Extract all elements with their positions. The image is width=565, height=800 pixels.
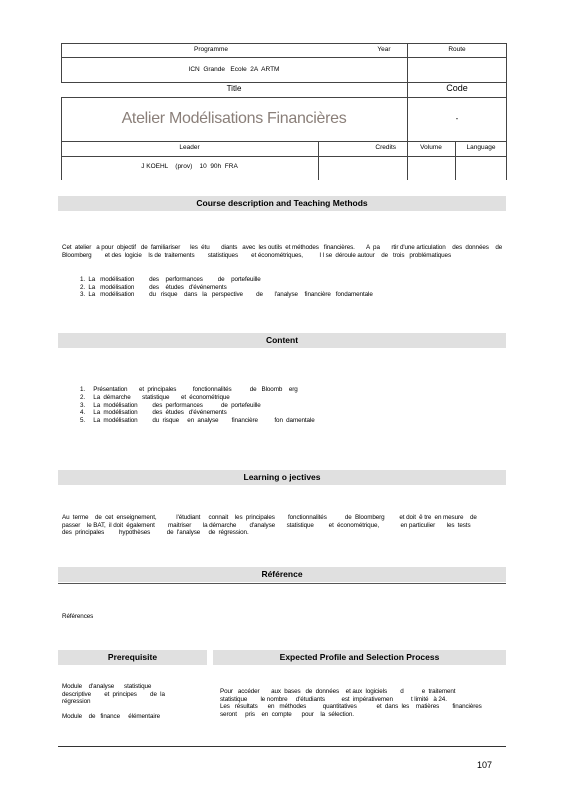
title-label: Title	[226, 84, 242, 93]
expected-profile-text	[220, 688, 506, 718]
code-label: Code	[446, 83, 468, 93]
credits-label: Credits	[375, 144, 396, 151]
references-text: Références	[62, 613, 94, 620]
list-item: 4. La modélisation des études d'événements	[80, 409, 227, 417]
prerequisite-line: Module d'analyse statistique	[62, 683, 152, 690]
list-item: 3. La modélisation des performances de portefeuille	[80, 401, 261, 409]
list-item: 3. La modélisation du risque dans la perspective de l'analyse financière fondamentale	[80, 291, 373, 298]
content-list	[80, 386, 500, 425]
course-description-paragraph: Cet atelier a pour objectif de familiariser les étu diants avec les outils et méthodes financières. A pa rtir d'une articulation des données de Bloomberg et des logicie ls de traitements statistiques et économétriques, I l se déroule autour de trois problématiques	[62, 244, 504, 259]
expected-profile-line: Les résultats en méthodes quantitatives et dans les matières financières	[220, 703, 482, 710]
language-label: Language	[466, 144, 496, 151]
prerequisite-line: descriptive et principes de la	[62, 690, 165, 698]
expected-profile-line: seront pris en compte pour la sélection.	[220, 710, 354, 718]
code-value: -	[455, 114, 459, 123]
list-item: 2. La modélisation des études d'événements	[80, 283, 227, 291]
page-number: 107	[476, 760, 492, 770]
expected-profile-line: statistique le nombre d'étudiants est impérativemen t limité à 24.	[220, 695, 447, 703]
learning-objectives-paragraph: Au terme de cet enseignement, l'étudiant connait les principales fonctionnalités de Bloomberg et doit ê tre en mesure de passer le BAT, il doit également maitriser la démarche d'analyse statistique et économétrique, en particulier les tests des principales hypothèses de l'analyse de régression.	[62, 514, 481, 536]
course-description-heading: Course description and Teaching Methods	[58, 196, 506, 211]
leader-value: J KOEHL (prov) 10 90h FRA	[141, 163, 238, 170]
prerequisite-line	[62, 706, 202, 714]
course-title: Atelier Modélisations Financières	[121, 110, 347, 127]
route-label: Route	[448, 46, 466, 53]
header-table	[61, 43, 507, 180]
list-item: 1. Présentation et principales fonctionnalités de Bloomb erg	[80, 386, 298, 393]
volume-label: Volume	[420, 144, 442, 151]
list-item: 5. La modélisation du risque en analyse financière fon damentale	[80, 417, 315, 425]
prerequisite-line: régression	[62, 698, 91, 705]
content-heading: Content	[58, 333, 506, 348]
learning-objectives-heading: Learning o jectives	[58, 470, 506, 485]
list-item: 1. La modélisation des performances de portefeuille	[80, 276, 261, 283]
expected-profile-heading: Expected Profile and Selection Process	[213, 650, 506, 665]
programme-value: ICN Grande Ecole 2A ARTM	[188, 66, 280, 73]
leader-label: Leader	[179, 144, 200, 151]
prerequisite-heading: Prerequisite	[58, 650, 207, 665]
prerequisite-line: Module de finance élémentaire	[62, 713, 161, 720]
list-item: 2. La démarche statistique et économétrique	[80, 393, 230, 401]
prerequisite-text	[62, 683, 202, 721]
footer-rule	[58, 746, 506, 747]
reference-heading: Référence	[58, 567, 506, 582]
year-label: Year	[377, 46, 391, 53]
expected-profile-line: Pour accéder aux bases de données et aux logiciels d e traitement	[220, 688, 456, 695]
programme-label: Programme	[194, 46, 228, 53]
course-description-list	[80, 276, 500, 299]
